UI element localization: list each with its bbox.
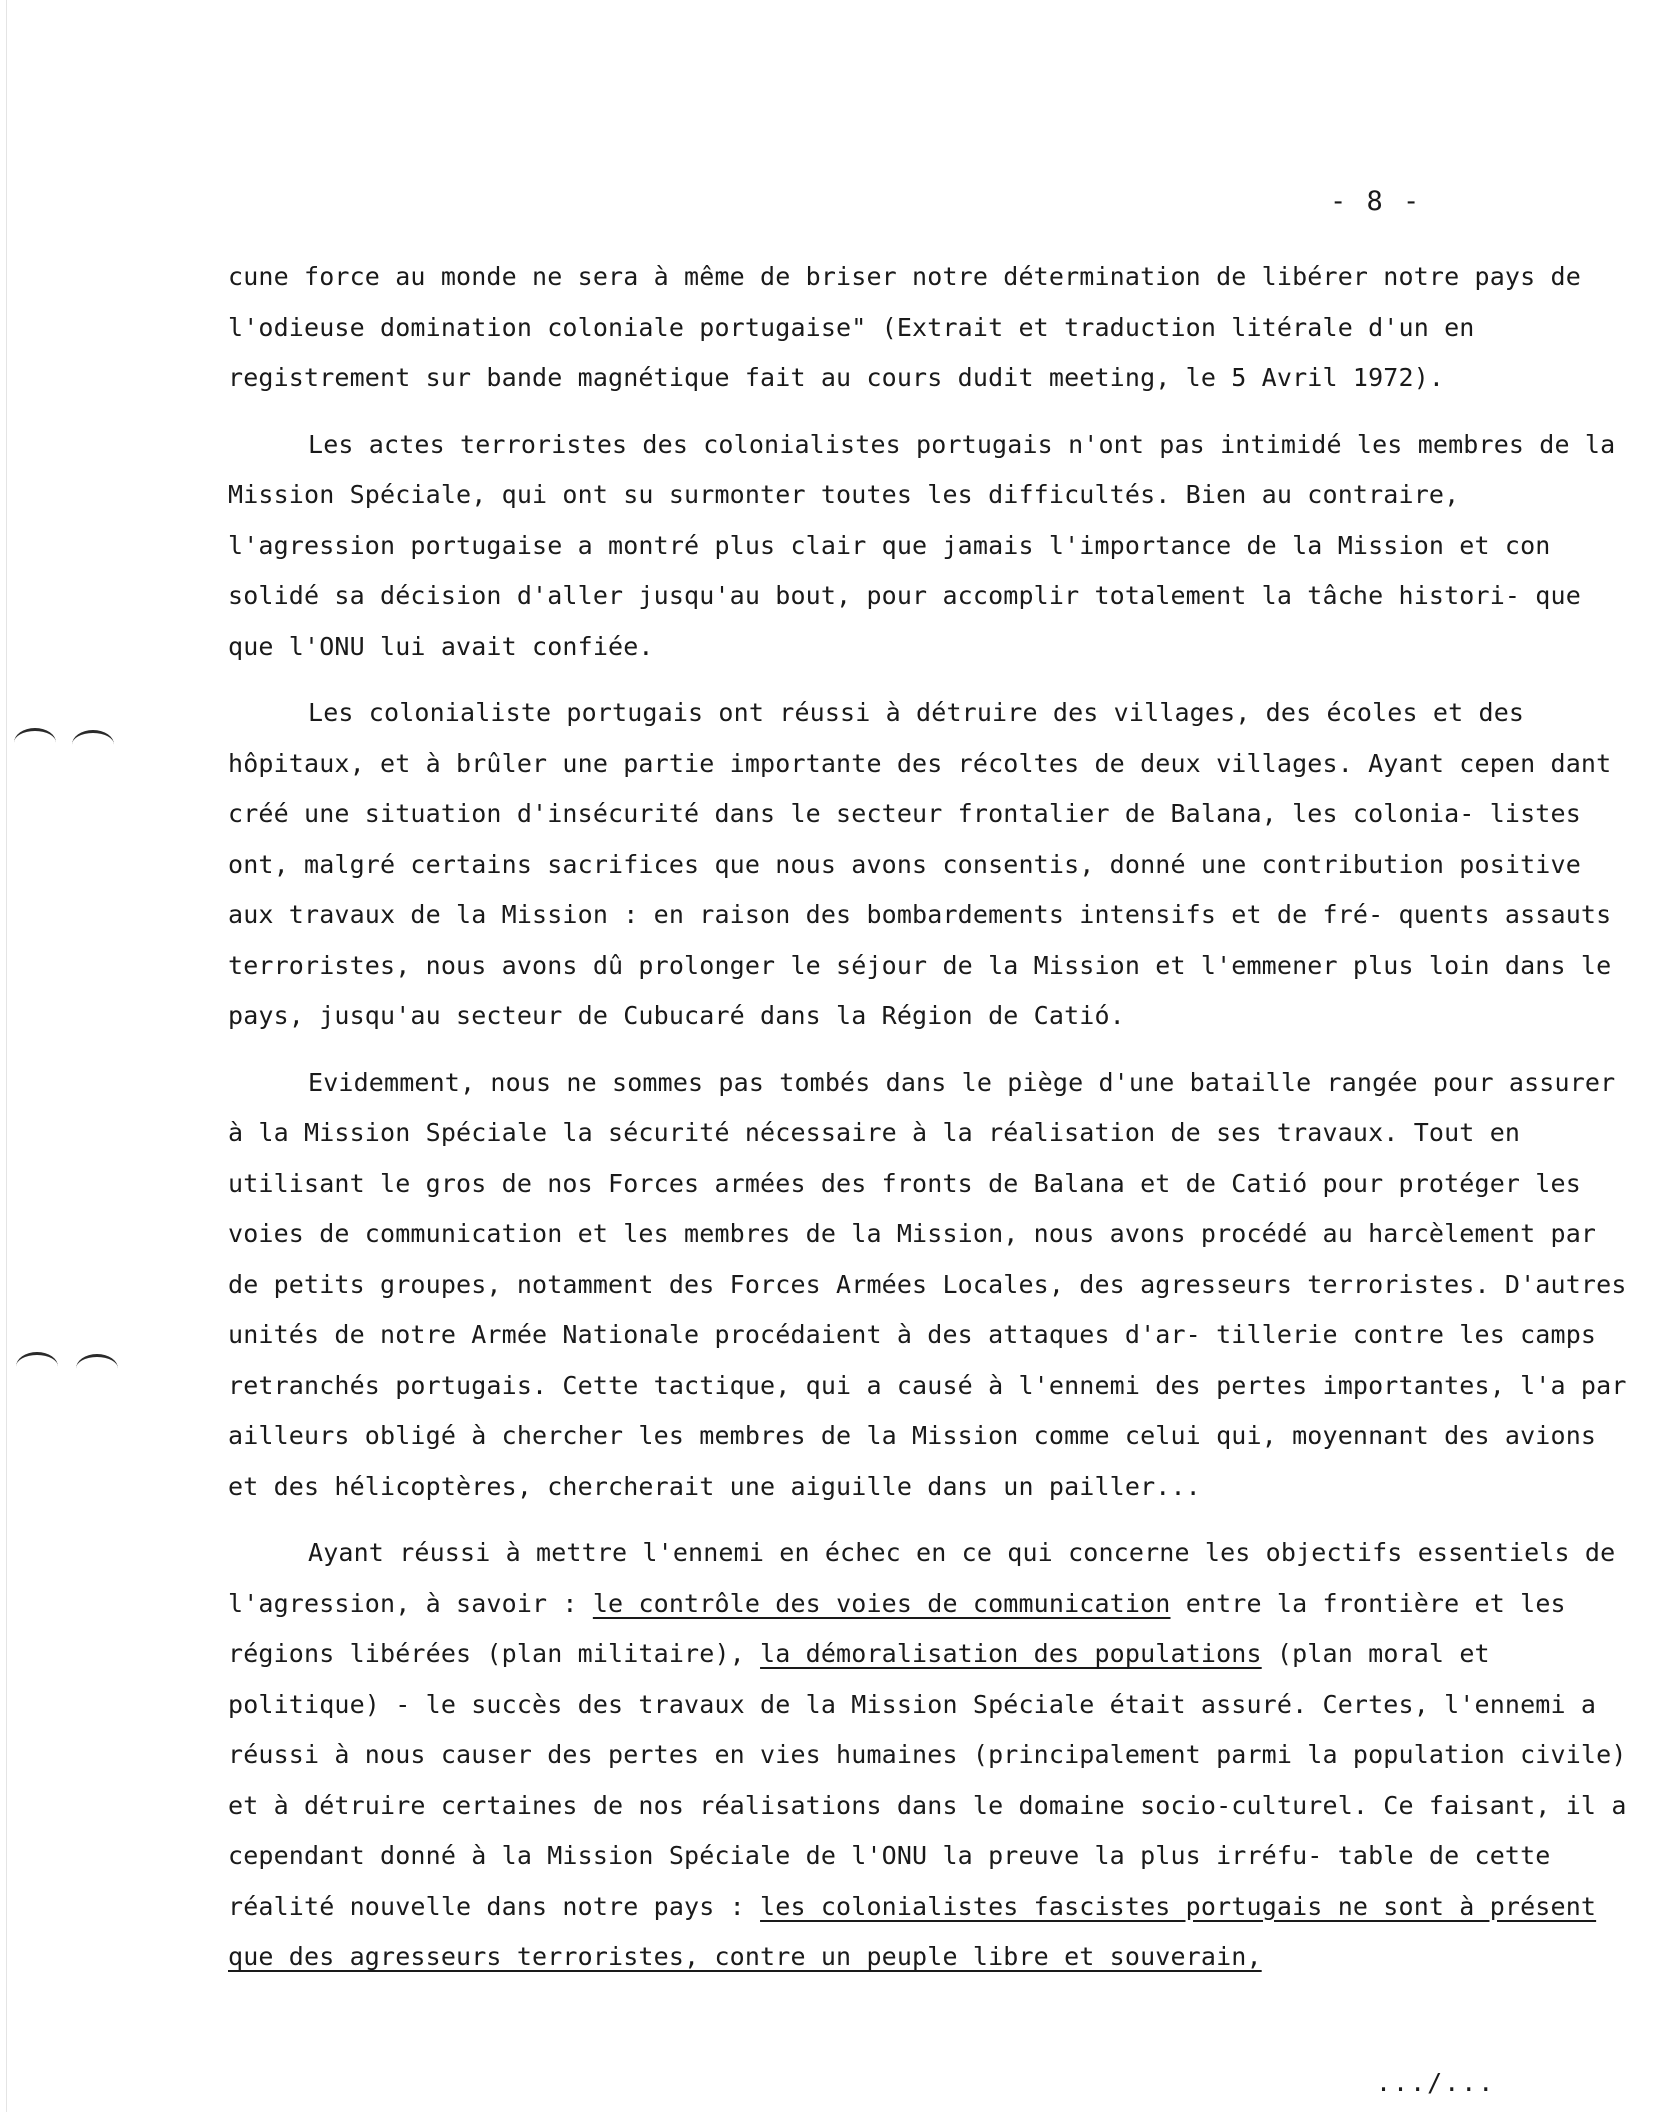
- page-number: - 8 -: [1330, 186, 1422, 217]
- punch-hole-mark: [72, 730, 114, 759]
- paragraph-5-mid-1: entre la frontière et les régions libérées (plan militaire),: [228, 1588, 1566, 1668]
- paragraph-5: [228, 1528, 1628, 1983]
- paragraph-5-intro: Ayant réussi à mettre l'ennemi en échec en ce qui concerne les objectifs essentiels de l'agression, à savoir :: [228, 1538, 1616, 1618]
- paragraph-3: Les colonialiste portugais ont réussi à détruire des villages, des écoles et des hôpitaux, et à brûler une partie importante des récoltes de deux villages. Ayant cepen dant créé une situation d'insécurité dans le secteur frontalier de Balana, les colonia- listes ont, malgré certains sacrifices que nous avons consentis, donné une contribution positive aux travaux de la Mission : en raison des bombardements intensifs et de fré- quents assauts terroristes, nous avons dû prolonger le séjour de la Mission et l'emmener plus loin dans le pays, jusqu'au secteur de Cubucaré dans la Région de Catió.: [228, 698, 1612, 1030]
- continuation-mark: .../...: [1376, 2068, 1496, 2097]
- paragraph-1: cune force au monde ne sera à même de briser notre détermination de libérer notre pays de l'odieuse domination coloniale portugaise" (Extrait et traduction litérale d'un en registrement sur bande magnétique fait au cours dudit meeting, le 5 Avril 1972).: [228, 262, 1581, 392]
- underlined-phrase-colonialistes: les colonialistes fascistes portugais ne sont à présent que des agresseurs terroristes, contre un peuple libre et souverain,: [228, 1891, 1597, 1971]
- punch-hole-mark: [14, 728, 56, 757]
- paragraph-4: Evidemment, nous ne sommes pas tombés dans le piège d'une bataille rangée pour assurer à la Mission Spéciale la sécurité nécessaire à la réalisation de ses travaux. Tout en utilisant le gros de nos Forces armées des fronts de Balana et de Catió pour protéger les voies de communication et les membres de la Mission, nous avons procédé au harcèlement par de petits groupes, notamment des Forces Armées Locales, des agresseurs terroristes. D'autres unités de notre Armée Nationale procédaient à des attaques d'ar- tillerie contre les camps retranchés portugais. Cette tactique, qui a causé à l'ennemi des pertes importantes, l'a par ailleurs obligé à chercher les membres de la Mission comme celui qui, moyennant des avions et des hélicoptères, chercherait une aiguille dans un pailler...: [228, 1067, 1627, 1501]
- underlined-phrase-communication: le contrôle des voies de communication: [592, 1588, 1171, 1618]
- paragraph-5-mid-2: (plan moral et politique) - le succès des travaux de la Mission Spéciale était assuré. Certes, l'ennemi a réussi à nous causer des pertes en vies humaines (principalement parmi la population civile) et à détruire certaines de nos réalisations dans le domaine socio-culturel. Ce faisant, il a cependant donné à la Mission Spéciale de l'ONU la preuve la plus irréfu- table de cette réalité nouvelle dans notre pays :: [228, 1639, 1627, 1921]
- punch-hole-mark: [76, 1354, 118, 1383]
- paragraph-2: Les actes terroristes des colonialistes portugais n'ont pas intimidé les membres de la Mission Spéciale, qui ont su surmonter toutes les difficultés. Bien au contraire, l'agression portugaise a montré plus clair que jamais l'importance de la Mission et con solidé sa décision d'aller jusqu'au bout, pour accomplir totalement la tâche histori- que que l'ONU lui avait confiée.: [228, 429, 1616, 661]
- body-text: [228, 252, 1628, 1999]
- underlined-phrase-demoralisation: la démoralisation des populations: [760, 1639, 1262, 1668]
- punch-hole-mark: [16, 1352, 58, 1381]
- scan-edge-line: [6, 0, 7, 2112]
